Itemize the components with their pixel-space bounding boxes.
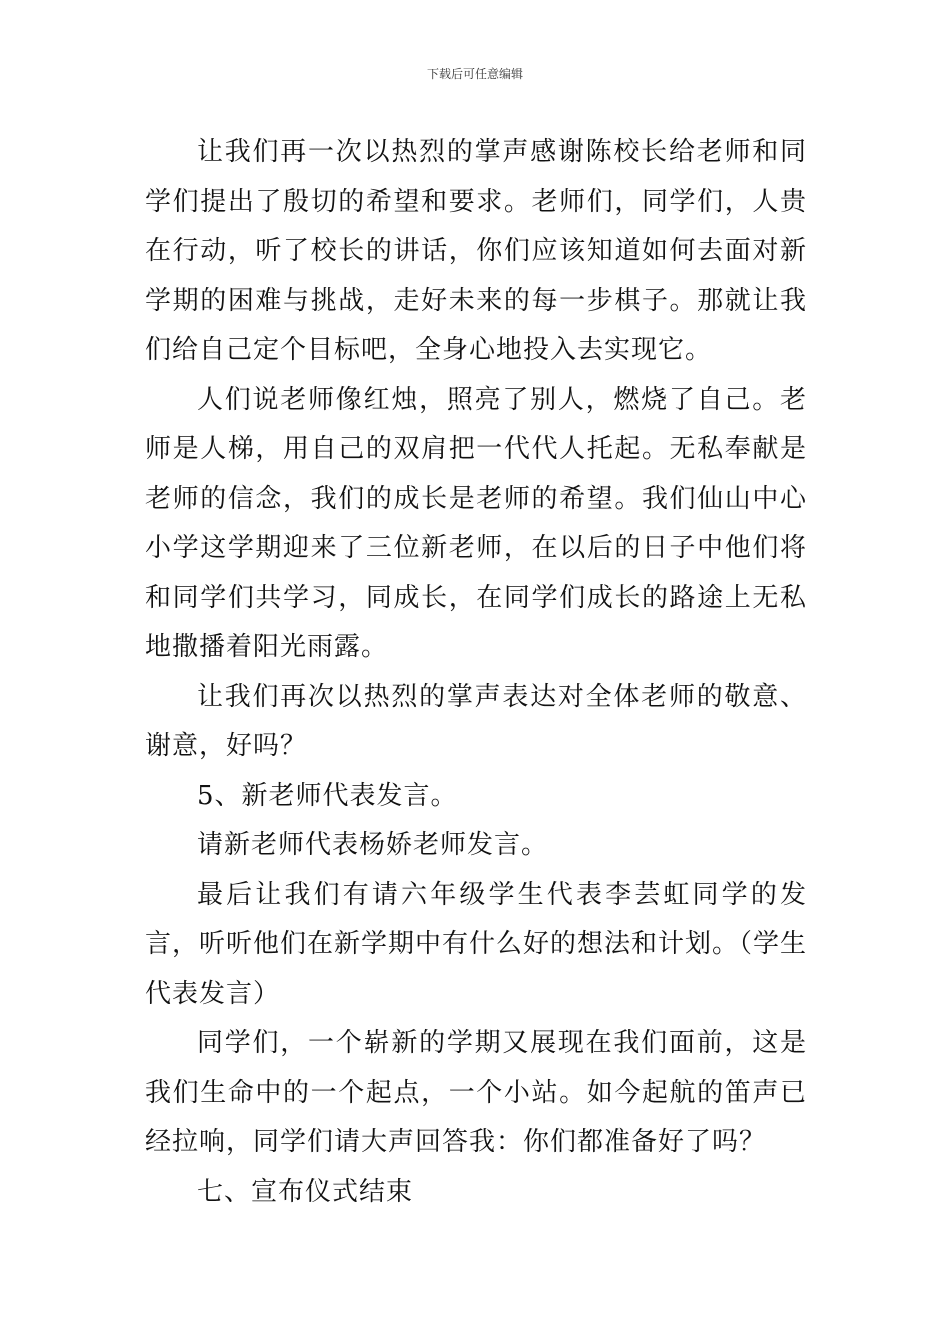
paragraph-thanks-principal: 让我们再一次以热烈的掌声感谢陈校长给老师和同学们提出了殷切的希望和要求。老师们，同学们，人贵在行动，听了校长的讲话，你们应该知道如何去面对新学期的困难与挑战，走好未来的每一步棋子。那就让我们给自己定个目标吧，全身心地投入去实现它。 <box>145 137 807 365</box>
paragraph-item-7: 七、宣布仪式结束 <box>197 1176 414 1207</box>
paragraph-new-teacher-speech: 请新老师代表杨娇老师发言。 <box>197 830 549 860</box>
paragraph-student-speech: 最后让我们有请六年级学生代表李芸虹同学的发言，听听他们在新学期中有什么好的想法和计划。（学生代表发言） <box>145 879 808 1009</box>
paragraph-applause: 让我们再次以热烈的掌声表达对全体老师的敬意、谢意，好吗？ <box>145 681 807 761</box>
document-body <box>145 128 807 1217</box>
paragraph-teachers-praise: 人们说老师像红烛，照亮了别人，燃烧了自己。老师是人梯，用自己的双肩把一代代人托起。无私奉献是老师的信念，我们的成长是老师的希望。我们仙山中心小学这学期迎来了三位新老师，在以后的日子中他们将和同学们共学习，同成长，在同学们成长的路途上无私地撒播着阳光雨露。 <box>145 384 807 662</box>
page-header: 下载后可任意编辑 <box>426 67 523 81</box>
paragraph-item-5: 5、新老师代表发言。 <box>197 780 458 811</box>
paragraph-new-semester: 同学们，一个崭新的学期又展现在我们面前，这是我们生命中的一个起点，一个小站。如今起航的笛声已经拉响，同学们请大声回答我：你们都准备好了吗？ <box>145 1028 807 1157</box>
